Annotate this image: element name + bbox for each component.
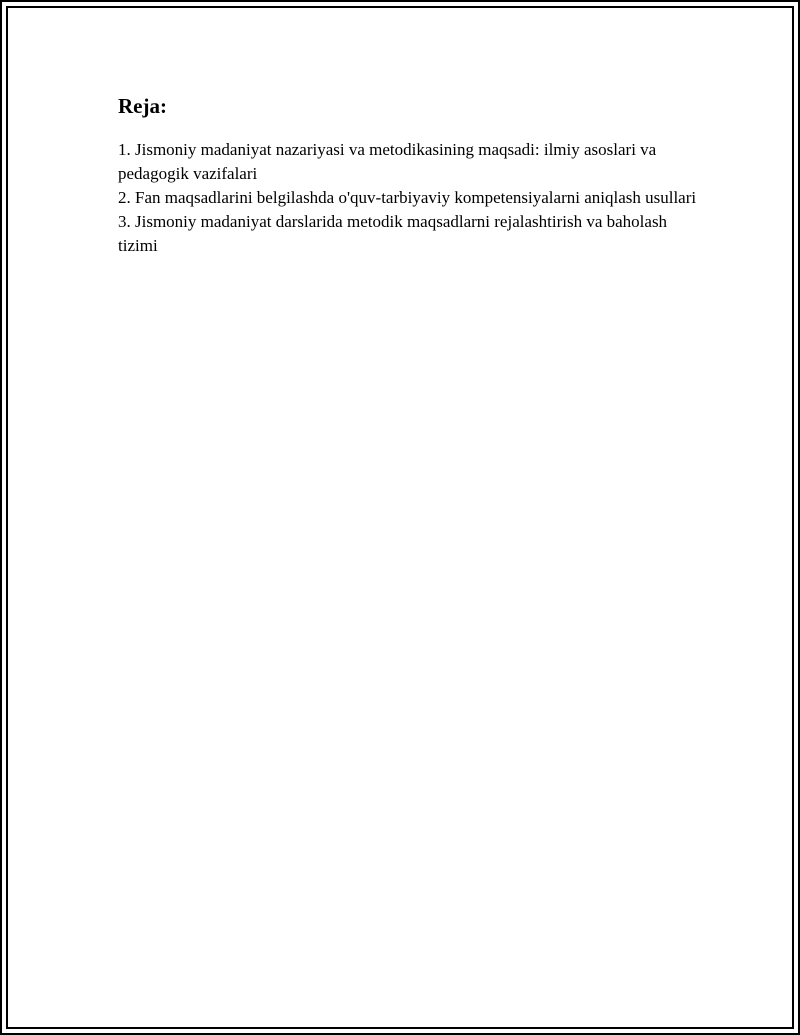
plan-item-2: 2. Fan maqsadlarini belgilashda o'quv-tarbiyaviy kompetensiyalarni aniqlash usullari (118, 188, 697, 207)
plan-heading: Reja: (118, 94, 167, 118)
plan-item-1: 1. Jismoniy madaniyat nazariyasi va metodikasining maqsadi: ilmiy asoslari va pedagogik vazifalari (118, 140, 657, 183)
plan-item-3: 3. Jismoniy madaniyat darslarida metodik maqsadlarni rejalashtirish va baholash tizimi (118, 212, 668, 255)
plan-list (118, 138, 698, 258)
document-body (118, 92, 698, 258)
